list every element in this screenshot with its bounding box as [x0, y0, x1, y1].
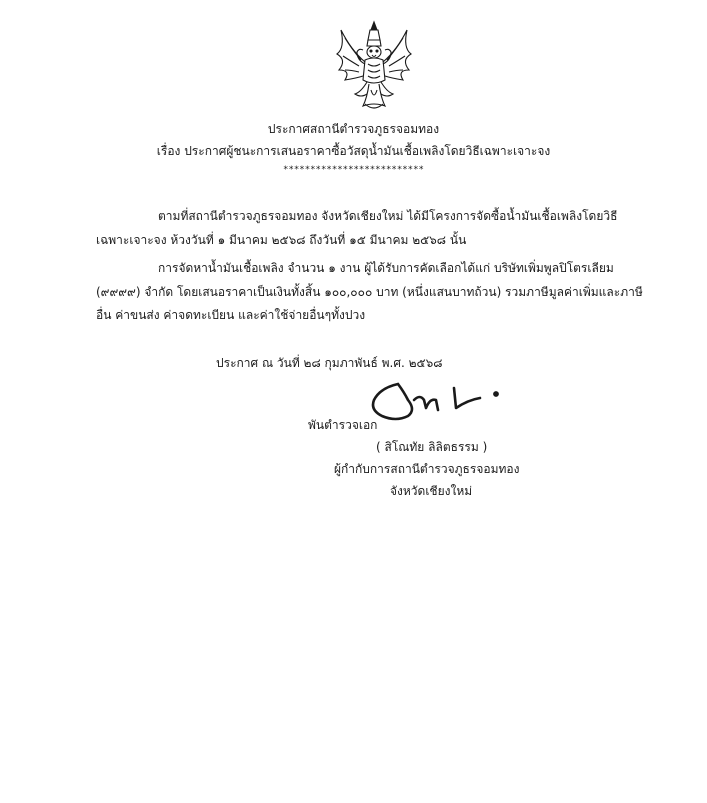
- signatory-province: จังหวัดเชียงใหม่: [390, 484, 473, 498]
- garuda-emblem-icon: [331, 20, 417, 114]
- signatory-name: ( สิโณทัย ลิลิตธรรม ): [376, 440, 488, 454]
- para2-line3: อื่น ค่าขนส่ง ค่าจดทะเบียน และค่าใช้จ่ายอื่นๆทั้งปวง: [96, 308, 366, 322]
- signatory-rank: พันตำรวจเอก: [308, 418, 378, 432]
- para2-line2: (๙๙๙๙) จำกัด โดยเสนอราคาเป็นเงินทั้งสิ้น ๑๐๐,๐๐๐ บาท (หนึ่งแสนบาทถ้วน) รวมภาษีมูลค่าเพิ่มและภาษี: [96, 285, 643, 299]
- announce-date: ประกาศ ณ วันที่ ๒๘ กุมภาพันธ์ พ.ศ. ๒๕๖๘: [216, 356, 443, 370]
- header-divider: **************************: [283, 165, 424, 175]
- signatory-position: ผู้กำกับการสถานีตำรวจภูธรจอมทอง: [334, 462, 520, 476]
- agency-heading: ประกาศสถานีตำรวจภูธรจอมทอง: [267, 122, 440, 136]
- subject-heading: เรื่อง ประกาศผู้ชนะการเสนอราคาซื้อวัสดุน้ำมันเชื้อเพลิงโดยวิธีเฉพาะเจาะจง: [156, 144, 551, 158]
- para2-line1: การจัดหาน้ำมันเชื้อเพลิง จำนวน ๑ งาน ผู้ได้รับการคัดเลือกได้แก่ บริษัทเพิ่มพูลปิโตรเลียม: [158, 261, 614, 275]
- handwritten-signature: [368, 378, 508, 430]
- para1-line2: เฉพาะเจาะจง ห้วงวันที่ ๑ มีนาคม ๒๕๖๘ ถึงวันที่ ๑๕ มีนาคม ๒๕๖๘ นั้น: [96, 233, 467, 247]
- para1-line1: ตามที่สถานีตำรวจภูธรจอมทอง จังหวัดเชียงใหม่ ได้มีโครงการจัดซื้อน้ำมันเชื้อเพลิงโดยวิธี: [158, 209, 618, 223]
